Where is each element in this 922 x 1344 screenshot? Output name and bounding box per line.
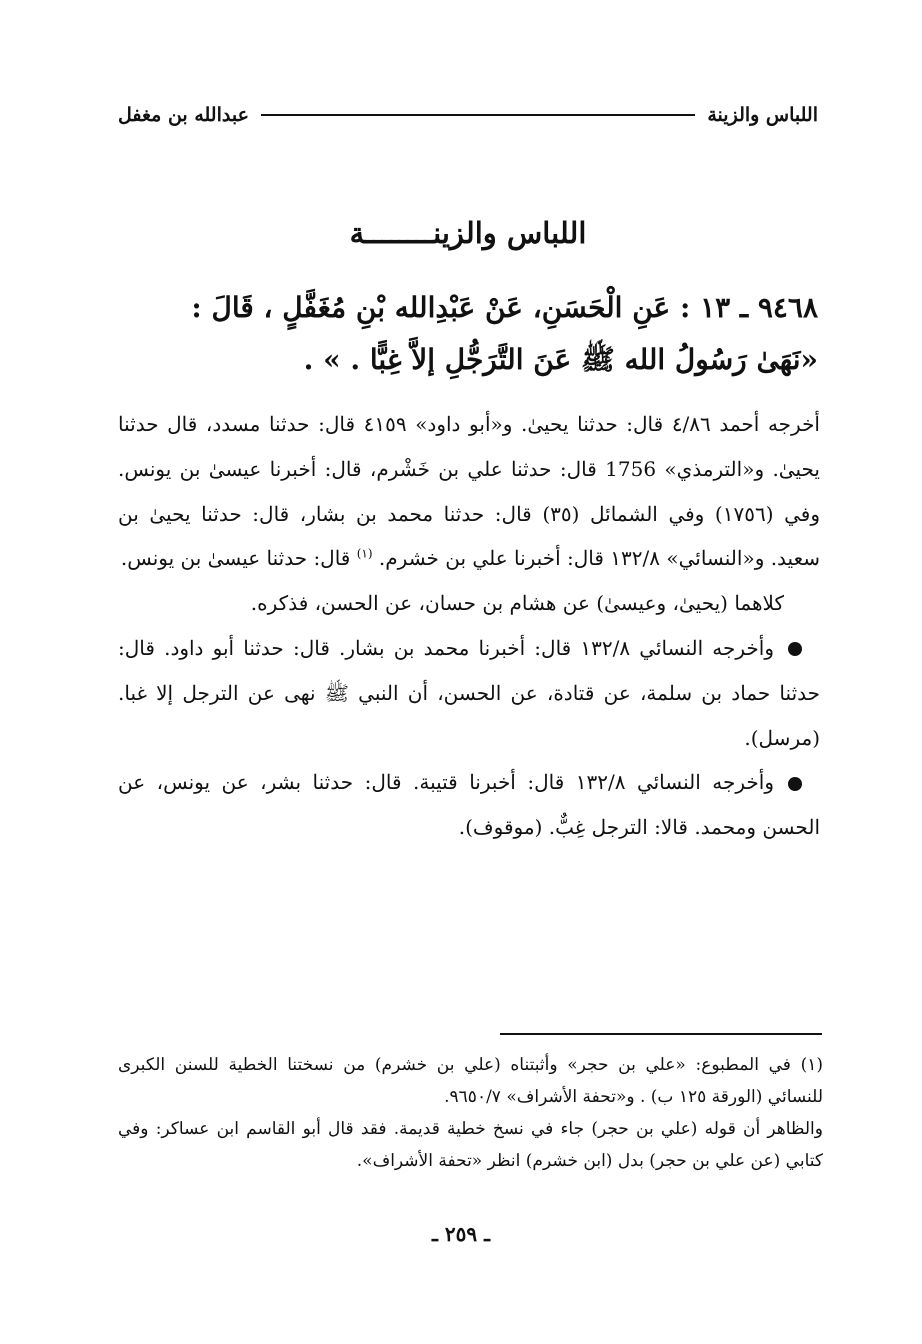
- footnote-separator: [500, 1033, 822, 1035]
- footnote-1: (١) في المطبوع: «علي بن حجر» وأثبتناه (علي بن خشرم) من نسختنا الخطية للسنن الكبرى للنسائي (الورقة ١٢٥ ب) . و«تحفة الأشراف» ٩٦٥٠/٧.: [118, 1055, 823, 1107]
- section-running-title: عبدالله بن مغفل: [118, 104, 249, 126]
- footnote-ref: (١): [356, 546, 373, 561]
- hadith-line-2: «نَهَىٰ رَسُولُ الله ﷺ عَنَ التَّرَجُّلِ إلاَّ غِبًّا . » .: [303, 342, 818, 376]
- variant-paragraph-2: [118, 760, 820, 850]
- takhrij-text-end: قال: حدثنا عيسىٰ بن يونس.: [120, 546, 351, 571]
- footnote-1-continued: والظاهر أن قوله (علي بن حجر) جاء في نسخ خطية قديمة. فقد قال أبو القاسم ابن عساكر: وفي كتابي (عن علي بن حجر) بدل (ابن خشرم) انظر «تحفة الأشراف».: [118, 1118, 823, 1171]
- commentary: [118, 402, 820, 850]
- page-number: ـ ٢٥٩ ـ: [432, 1222, 490, 1246]
- bullet-icon: [788, 777, 802, 791]
- summary-paragraph: كلاهما (يحيىٰ، وعيسىٰ) عن هشام بن حسان، عن الحسن، فذكره.: [250, 591, 784, 616]
- chapter-running-title: اللباس والزينة: [707, 104, 818, 126]
- takhrij-paragraph: [118, 402, 820, 581]
- header-rule: [261, 114, 695, 116]
- variant-paragraph-1: [118, 626, 820, 760]
- running-header: [118, 98, 818, 132]
- variant-text-1: وأخرجه النسائي ١٣٢/٨ قال: أخبرنا محمد بن بشار. قال: حدثنا أبو داود. قال: حدثنا حماد بن سلمة، عن قتادة، عن الحسن، أن النبي ﷺ نهى عن الترجل إلا غبا. (مرسل).: [118, 635, 820, 750]
- footnotes: [118, 1050, 823, 1178]
- hadith-line-1: ٩٤٦٨ ـ ١٣ : عَنِ الْحَسَنِ، عَنْ عَبْدِالله بْنِ مُغَفَّلٍ ، قَالَ :: [191, 291, 818, 324]
- hadith-text: [118, 282, 818, 386]
- variant-text-2: وأخرجه النسائي ١٣٢/٨ قال: أخبرنا قتيبة. قال: حدثنا بشر، عن يونس، عن الحسن ومحمد. قالا: الترجل غِبٌّ. (موقوف).: [118, 770, 820, 840]
- section-title: اللباس والزينــــــــة: [349, 216, 587, 250]
- bullet-icon: [788, 642, 802, 656]
- takhrij-text: أخرجه أحمد ٤/٨٦ قال: حدثنا يحيىٰ. و«أبو داود» ٤١٥٩ قال: حدثنا مسدد، قال حدثنا يحيىٰ. و«الترمذي» 1756 قال: حدثنا علي بن خَشْرم، قال: أخبرنا عيسىٰ بن يونس. وفي (١٧٥٦) وفي الشمائل (٣٥) قال: حدثنا محمد بن بشار، قال: حدثنا يحيىٰ بن سعيد. و«النسائي» ١٣٢/٨ قال: أخبرنا علي بن خشرم.: [118, 412, 820, 571]
